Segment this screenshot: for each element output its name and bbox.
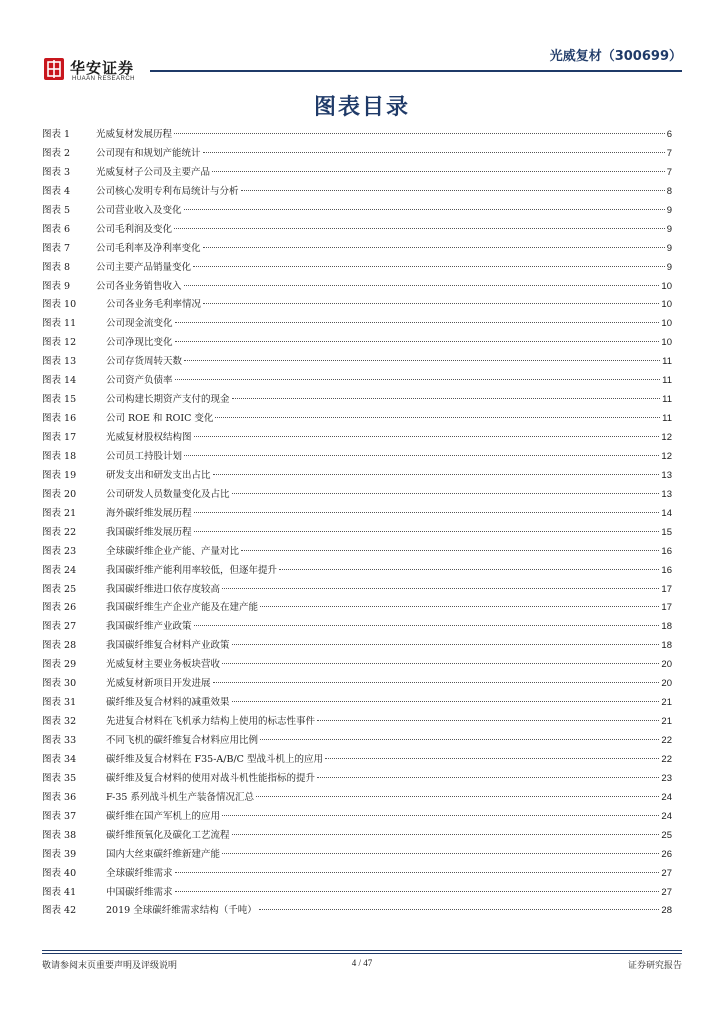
toc-entry-title: 光威复材股权结构图: [106, 432, 192, 443]
toc-entry-page: 13: [661, 488, 672, 500]
toc-entry-title: 光威复材新项目开发进展: [106, 678, 211, 690]
toc-entry[interactable]: [42, 486, 672, 505]
toc-entry-title: 公司各业务销售收入: [96, 280, 182, 292]
toc-dot-leader: [232, 701, 660, 702]
toc-entry-label: 图表 36: [42, 791, 77, 803]
toc-dot-leader: [232, 493, 660, 494]
toc-entry-page: 16: [661, 564, 672, 576]
toc-dot-leader: [213, 682, 660, 683]
toc-entry-page: 27: [661, 886, 672, 898]
toc-entry-title: 海外碳纤维发展历程: [106, 507, 192, 519]
toc-entry-page: 14: [661, 507, 672, 519]
toc-entry[interactable]: [42, 259, 672, 278]
toc-entry[interactable]: [42, 599, 672, 618]
toc-entry-title: 公司主要产品销量变化: [96, 261, 192, 273]
toc-dot-leader: [222, 663, 659, 664]
toc-entry[interactable]: [42, 884, 672, 903]
toc-entry-title: 国内大丝束碳纤维新建产能: [106, 848, 221, 860]
toc-entry-title: 全球碳纤维需求: [106, 867, 173, 879]
toc-entry[interactable]: [42, 410, 672, 429]
page-header: [0, 0, 724, 90]
toc-entry[interactable]: [42, 353, 672, 372]
toc-entry-page: 24: [661, 791, 672, 803]
toc-entry-label: 图表 32: [42, 716, 77, 728]
toc-entry-label: 图表 6: [42, 223, 71, 235]
toc-entry[interactable]: [42, 808, 672, 827]
toc-entry[interactable]: [42, 296, 672, 315]
toc-dot-leader: [174, 228, 665, 229]
toc-dot-leader: [260, 739, 659, 740]
toc-entry[interactable]: [42, 865, 672, 884]
toc-dot-leader: [194, 625, 660, 626]
toc-entry-label: 图表 13: [42, 356, 77, 368]
toc-entry-label: 图表 4: [42, 185, 71, 197]
toc-entry-page: 24: [661, 810, 672, 822]
toc-entry-label: 图表 8: [42, 261, 71, 273]
toc-entry-page: 20: [661, 678, 672, 690]
toc-entry[interactable]: [42, 145, 672, 164]
toc-entry[interactable]: [42, 675, 672, 694]
toc-entry-title: 我国碳纤维产能利用率较低，但逐年提升: [106, 564, 278, 576]
toc-entry-title: 公司员工持股计划: [106, 450, 183, 462]
toc-dot-leader: [279, 569, 659, 570]
toc-dot-leader: [325, 758, 659, 759]
toc-entry-page: 11: [662, 394, 672, 406]
toc-dot-leader: [193, 266, 665, 267]
footer-disclaimer: 敬请参阅末页重要声明及评级说明: [42, 961, 178, 971]
toc-entry[interactable]: [42, 524, 672, 543]
toc-entry-title: 公司构建长期资产支付的现金: [106, 394, 230, 406]
toc-entry-title: 全球碳纤维企业产能、产量对比: [106, 545, 240, 557]
toc-entry-label: 图表 22: [42, 526, 77, 538]
toc-entry-page: 16: [661, 545, 672, 557]
toc-entry-label: 图表 16: [42, 413, 77, 425]
toc-entry-label: 图表 23: [42, 545, 77, 557]
toc-entry-label: 图表 7: [42, 242, 71, 254]
toc-dot-leader: [194, 512, 660, 513]
toc-entry-label: 图表 14: [42, 375, 77, 387]
toc-entry[interactable]: [42, 448, 672, 467]
toc-dot-leader: [212, 171, 665, 172]
toc-entry[interactable]: [42, 202, 672, 221]
toc-entry-page: 10: [661, 299, 672, 311]
footer-report-type: 证券研究报告: [627, 961, 682, 971]
toc-entry-title: 不同飞机的碳纤维复合材料应用比例: [106, 735, 259, 746]
toc-entry-title: 公司资产负债率: [106, 375, 173, 387]
toc-entry[interactable]: [42, 391, 672, 410]
table-of-figures: [42, 126, 672, 921]
toc-entry-label: 图表 40: [42, 867, 77, 879]
toc-dot-leader: [256, 796, 659, 797]
toc-entry-label: 图表 24: [42, 564, 77, 576]
toc-entry-page: 9: [666, 261, 672, 273]
toc-entry-label: 图表 9: [42, 280, 71, 292]
toc-dot-leader: [175, 341, 660, 342]
toc-entry-title: 公司现有和规划产能统计: [96, 147, 201, 159]
toc-dot-leader: [184, 455, 659, 456]
toc-entry-title: 光威复材发展历程: [96, 129, 173, 140]
toc-entry-page: 9: [666, 242, 672, 254]
toc-entry-label: 图表 10: [42, 299, 77, 311]
toc-entry-title: 公司营业收入及变化: [96, 204, 182, 216]
toc-entry-label: 图表 5: [42, 204, 71, 216]
toc-entry-title: 碳纤维及复合材料的减重效果: [106, 697, 230, 709]
toc-entry-title: 碳纤维预氧化及碳化工艺流程: [106, 829, 230, 841]
toc-dot-leader: [317, 777, 659, 778]
toc-entry-label: 图表 25: [42, 583, 77, 595]
toc-dot-leader: [232, 644, 660, 645]
toc-entry-page: 10: [661, 318, 672, 330]
toc-entry[interactable]: [42, 372, 672, 391]
toc-entry-page: 21: [661, 697, 672, 709]
toc-entry-title: 碳纤维及复合材料在 F35-A/B/C 型战斗机上的应用: [106, 753, 323, 765]
toc-entry-title: 公司现金流变化: [106, 318, 173, 330]
toc-entry[interactable]: [42, 562, 672, 581]
footer-divider-secondary: [42, 953, 682, 954]
toc-dot-leader: [194, 531, 660, 532]
huaan-logo-icon: [44, 58, 64, 80]
toc-entry-title: 光威复材主要业务板块营收: [106, 659, 221, 671]
toc-dot-leader: [184, 285, 660, 286]
toc-dot-leader: [203, 152, 665, 153]
toc-entry[interactable]: [42, 637, 672, 656]
toc-entry-title: 2019 全球碳纤维需求结构（千吨）: [106, 905, 257, 917]
toc-dot-leader: [260, 606, 659, 607]
logo-name: 华安证券: [70, 59, 135, 77]
toc-entry-page: 10: [661, 337, 672, 349]
toc-dot-leader: [222, 815, 659, 816]
toc-entry-title: 公司 ROE 和 ROIC 变化: [106, 413, 214, 425]
toc-entry-page: 12: [661, 450, 672, 462]
footer-divider: [42, 950, 682, 951]
toc-entry-label: 图表 29: [42, 659, 77, 671]
toc-entry-page: 26: [661, 848, 672, 860]
page-title: 图表目录: [313, 95, 410, 120]
toc-entry[interactable]: [42, 278, 672, 297]
toc-entry-page: 21: [661, 716, 672, 728]
toc-entry-title: 我国碳纤维产业政策: [106, 621, 192, 633]
toc-entry-page: 9: [666, 204, 672, 216]
toc-entry-page: 10: [661, 280, 672, 292]
toc-entry[interactable]: [42, 467, 672, 486]
toc-entry-page: 11: [662, 413, 672, 425]
toc-entry[interactable]: [42, 505, 672, 524]
toc-dot-leader: [203, 303, 659, 304]
logo-subtitle: HUAAN RESEARCH: [72, 76, 136, 82]
toc-entry-title: 公司研发人员数量变化及占比: [106, 488, 230, 500]
toc-entry-label: 图表 3: [42, 166, 71, 178]
header-divider: [150, 70, 682, 72]
toc-entry-label: 图表 18: [42, 450, 77, 462]
toc-entry[interactable]: [42, 789, 672, 808]
toc-entry-page: 23: [661, 772, 672, 784]
toc-entry[interactable]: [42, 164, 672, 183]
toc-entry[interactable]: [42, 334, 672, 353]
toc-entry-label: 图表 42: [42, 905, 77, 917]
toc-entry-title: 我国碳纤维复合材料产业政策: [106, 640, 230, 652]
toc-entry-title: 我国碳纤维进口依存度较高: [106, 583, 221, 595]
toc-entry-label: 图表 39: [42, 848, 77, 860]
toc-dot-leader: [184, 360, 660, 361]
toc-entry-title: 我国碳纤维生产企业产能及在建产能: [106, 602, 259, 614]
toc-entry[interactable]: [42, 732, 672, 751]
toc-dot-leader: [184, 209, 665, 210]
toc-entry-page: 11: [662, 356, 672, 368]
toc-dot-leader: [317, 720, 659, 721]
toc-entry[interactable]: [42, 543, 672, 562]
toc-entry-page: 12: [661, 432, 672, 443]
toc-entry[interactable]: [42, 429, 672, 448]
toc-entry[interactable]: [42, 751, 672, 770]
toc-entry-title: 光威复材子公司及主要产品: [96, 166, 211, 178]
toc-entry-label: 图表 38: [42, 829, 77, 841]
toc-entry-page: 22: [661, 735, 672, 746]
toc-entry-page: 20: [661, 659, 672, 671]
toc-entry-page: 27: [661, 867, 672, 879]
toc-dot-leader: [215, 417, 660, 418]
toc-entry-page: 28: [661, 905, 672, 917]
toc-entry-title: 公司毛利率及净利率变化: [96, 242, 201, 254]
toc-entry-title: 公司核心发明专利布局统计与分析: [96, 185, 239, 197]
toc-entry-label: 图表 31: [42, 697, 77, 709]
toc-entry-title: F-35 系列战斗机生产装备情况汇总: [106, 791, 254, 803]
toc-entry[interactable]: [42, 240, 672, 259]
toc-entry[interactable]: [42, 315, 672, 334]
toc-entry-page: 18: [661, 621, 672, 633]
toc-entry-title: 碳纤维及复合材料的使用对战斗机性能指标的提升: [106, 772, 316, 784]
toc-entry-page: 25: [661, 829, 672, 841]
toc-dot-leader: [222, 588, 659, 589]
toc-entry-page: 7: [666, 166, 672, 178]
toc-entry[interactable]: [42, 713, 672, 732]
toc-entry[interactable]: [42, 846, 672, 865]
toc-dot-leader: [232, 398, 661, 399]
toc-dot-leader: [241, 550, 659, 551]
toc-dot-leader: [175, 322, 660, 323]
toc-entry-page: 17: [661, 602, 672, 614]
toc-entry[interactable]: [42, 902, 672, 921]
toc-entry-label: 图表 34: [42, 753, 77, 765]
toc-entry-label: 图表 20: [42, 488, 77, 500]
toc-entry-label: 图表 21: [42, 507, 77, 519]
toc-entry-label: 图表 37: [42, 810, 77, 822]
toc-entry-title: 我国碳纤维发展历程: [106, 526, 192, 538]
toc-entry-title: 中国碳纤维需求: [106, 886, 173, 898]
page-number: 4 / 47: [351, 958, 373, 968]
toc-entry-label: 图表 35: [42, 772, 77, 784]
toc-entry-label: 图表 41: [42, 886, 77, 898]
toc-entry[interactable]: [42, 656, 672, 675]
toc-entry[interactable]: [42, 694, 672, 713]
toc-entry[interactable]: [42, 221, 672, 240]
toc-entry[interactable]: [42, 183, 672, 202]
toc-entry-page: 13: [661, 469, 672, 481]
toc-entry-label: 图表 19: [42, 469, 77, 481]
toc-dot-leader: [232, 834, 660, 835]
toc-entry-label: 图表 26: [42, 602, 77, 614]
toc-entry-label: 图表 28: [42, 640, 77, 652]
toc-entry-label: 图表 15: [42, 394, 77, 406]
toc-entry-title: 公司存货周转天数: [106, 356, 183, 368]
toc-entry-page: 7: [666, 147, 672, 159]
toc-entry-label: 图表 12: [42, 337, 77, 349]
toc-entry-title: 研发支出和研发支出占比: [106, 469, 211, 481]
toc-entry[interactable]: [42, 827, 672, 846]
toc-entry-page: 17: [661, 583, 672, 595]
toc-dot-leader: [194, 436, 660, 437]
toc-entry-label: 图表 33: [42, 735, 77, 746]
toc-entry-label: 图表 30: [42, 678, 77, 690]
toc-entry-title: 碳纤维在国产军机上的应用: [106, 810, 221, 822]
toc-entry[interactable]: [42, 581, 672, 600]
toc-entry-page: 6: [666, 129, 672, 140]
toc-entry-title: 公司毛利润及变化: [96, 223, 173, 235]
company-name: 光威复材（300699）: [549, 49, 682, 64]
toc-entry-label: 图表 17: [42, 432, 77, 443]
toc-entry-page: 22: [661, 753, 672, 765]
toc-dot-leader: [241, 190, 665, 191]
toc-entry-page: 8: [666, 185, 672, 197]
toc-entry-title: 公司各业务毛利率情况: [106, 299, 202, 311]
toc-entry-page: 11: [662, 375, 672, 387]
toc-dot-leader: [222, 853, 659, 854]
toc-entry[interactable]: [42, 770, 672, 789]
toc-entry-title: 先进复合材料在飞机承力结构上使用的标志性事件: [106, 716, 316, 728]
toc-entry-label: 图表 1: [42, 129, 71, 140]
toc-dot-leader: [174, 133, 665, 134]
toc-dot-leader: [259, 909, 660, 910]
toc-entry[interactable]: [42, 126, 672, 145]
toc-dot-leader: [175, 891, 660, 892]
toc-entry-label: 图表 11: [42, 318, 77, 330]
toc-dot-leader: [175, 872, 660, 873]
toc-entry-label: 图表 27: [42, 621, 77, 633]
toc-entry-page: 15: [661, 526, 672, 538]
toc-dot-leader: [203, 247, 665, 248]
toc-entry-title: 公司净现比变化: [106, 337, 173, 349]
toc-entry[interactable]: [42, 618, 672, 637]
toc-dot-leader: [213, 474, 660, 475]
toc-entry-label: 图表 2: [42, 147, 71, 159]
toc-entry-page: 9: [666, 223, 672, 235]
toc-dot-leader: [175, 379, 661, 380]
toc-entry-page: 18: [661, 640, 672, 652]
